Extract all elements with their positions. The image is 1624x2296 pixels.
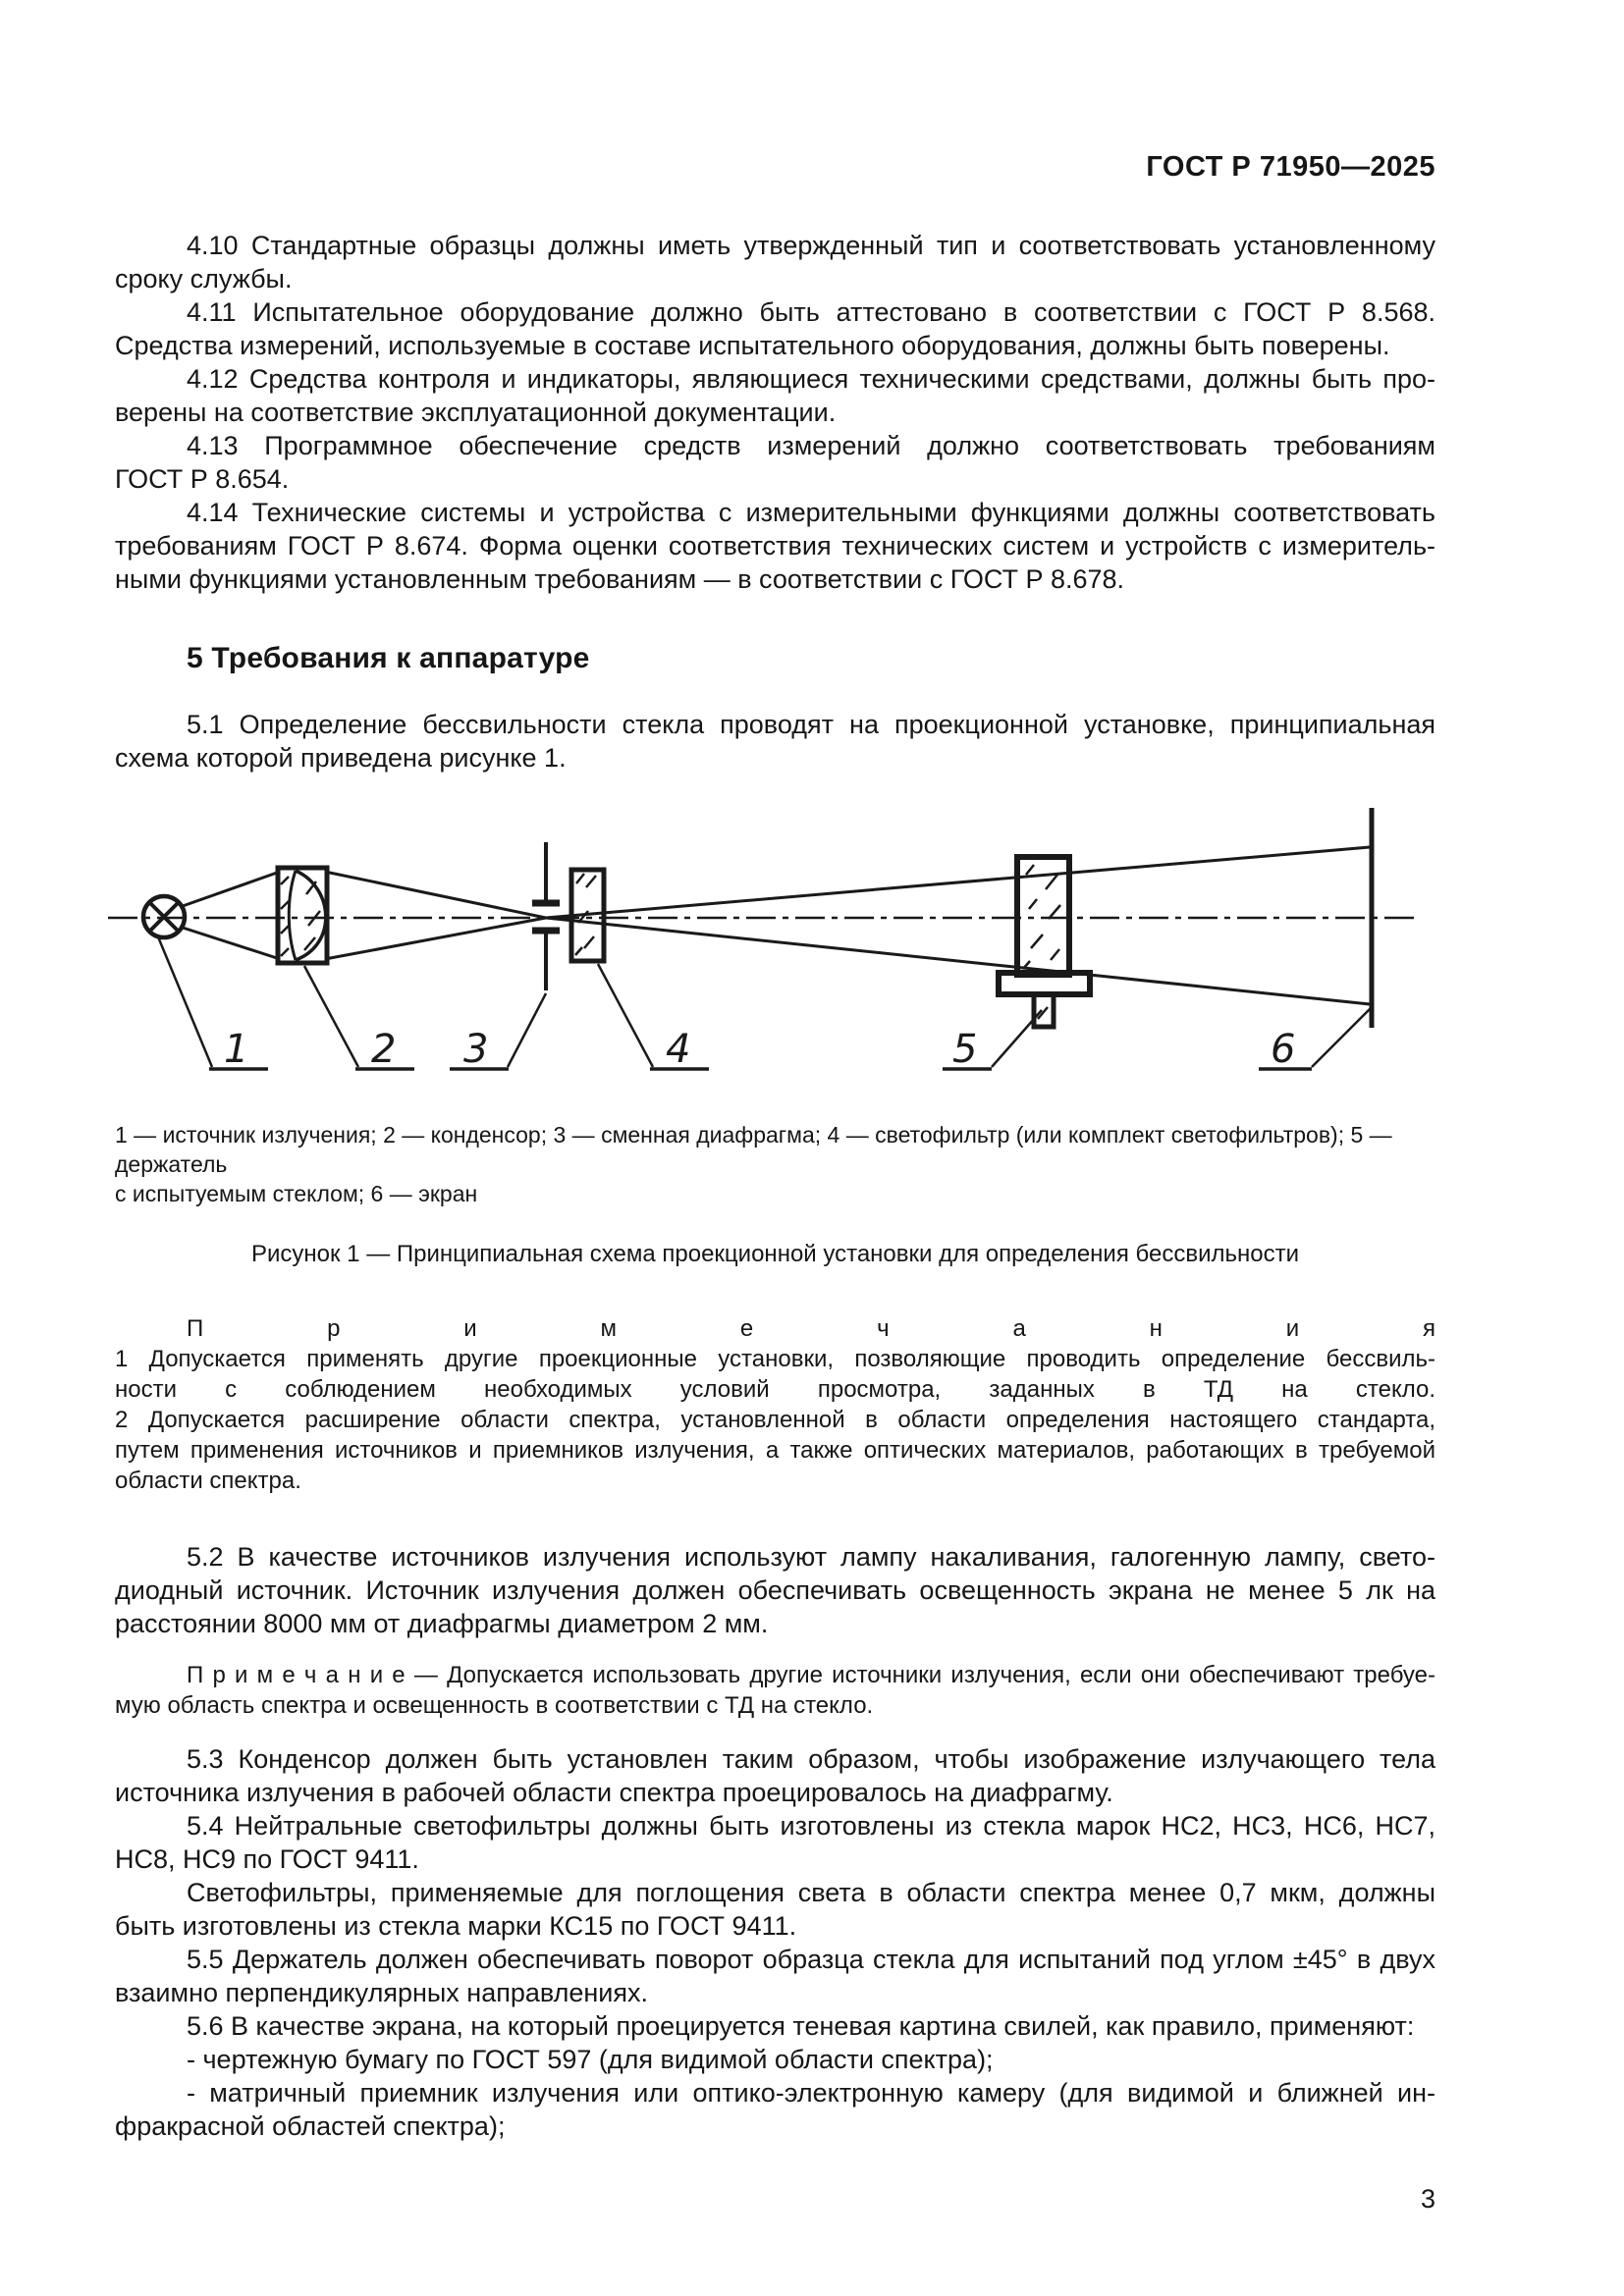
part-label-1: 1: [224, 1027, 249, 1072]
paragraph-5-4b: [115, 1876, 1435, 1943]
text-line: путем применения источников и приемников излучения, а также оптических материалов, работающих в требуемой: [115, 1437, 1435, 1464]
text-line: сроку службы.: [115, 264, 293, 294]
paragraph-5-5: [115, 1943, 1435, 2009]
figure-1-diagram: [88, 801, 1443, 1095]
note-5-2: [115, 1660, 1435, 1721]
text-line: - чертежную бумагу по ГОСТ 597 (для видимой области спектра);: [187, 2045, 994, 2074]
text-line: ности с соблюдением необходимых условий просмотра, заданных в ТД на стекло.: [115, 1376, 1435, 1403]
figure-legend-line-1: 1 — источник излучения; 2 — конденсор; 3 — сменная диафрагма; 4 — светофильтр (или комплект светофильтров); 5 — держатель: [115, 1122, 1392, 1177]
text-line: 5.6 В качестве экрана, на который проецируется теневая картина свилей, как правило, применяют:: [187, 2011, 1415, 2041]
text-line: Светофильтры, применяемые для поглощения света в области спектра менее 0,7 мкм, должны: [187, 1878, 1435, 1907]
text-line: НС8, НС9 по ГОСТ 9411.: [115, 1844, 419, 1874]
figure-legend-line-2: с испытуемым стеклом; 6 — экран: [115, 1181, 478, 1206]
text-line: ГОСТ Р 8.654.: [115, 464, 290, 494]
part-label-3: 3: [463, 1027, 489, 1072]
part-label-2: 2: [371, 1027, 397, 1072]
paragraph-5-2: [115, 1540, 1435, 1640]
text-line: требованиям ГОСТ Р 8.674. Форма оценки соответствия технических систем и устройств с измеритель-: [115, 531, 1435, 561]
text-line: источника излучения в рабочей области спектра проецировалось на диафрагму.: [115, 1778, 1113, 1807]
text-line: 4.10 Стандартные образцы должны иметь утвержденный тип и соответствовать установленному: [187, 231, 1435, 260]
text-line: 4.11 Испытательное оборудование должно быть аттестовано в соответствии с ГОСТ Р 8.568.: [187, 297, 1435, 327]
text-line: расстоянии 8000 мм от диафрагмы диаметром 2 мм.: [115, 1609, 769, 1638]
figure-title: Рисунок 1 — Принципиальная схема проекционной установки для определения бессвильности: [251, 1241, 1299, 1267]
text-line: 5.2 В качестве источников излучения используют лампу накаливания, галогенную лампу, свето-: [187, 1542, 1435, 1572]
paragraph-4-10: [115, 229, 1435, 295]
part-label-6: 6: [1271, 1027, 1296, 1072]
text-line: быть изготовлены из стекла марки КС15 по ГОСТ 9411.: [115, 1911, 797, 1941]
paragraph-5-6: [115, 2009, 1435, 2043]
text-line: П р и м е ч а н и е — Допускается использовать другие источники излучения, если они обеспечивают требуе-: [187, 1662, 1435, 1688]
text-line: 5.5 Держатель должен обеспечивать поворот образца стекла для испытаний под углом ±45° в двух: [187, 1945, 1435, 1974]
text-line: 5.4 Нейтральные светофильтры должны быть изготовлены из стекла марок НС2, НС3, НС6, НС7,: [187, 1811, 1435, 1841]
text-line: 2 Допускается расширение области спектра, установленной в области определения настоящего стандарта,: [115, 1407, 1435, 1433]
text-line: схема которой приведена рисунке 1.: [115, 743, 567, 773]
optical-schematic: [88, 801, 1443, 1095]
figure-legend: [115, 1120, 1435, 1208]
list-item-drawing-paper: [115, 2043, 1435, 2076]
text-line: 5.3 Конденсор должен быть установлен таким образом, чтобы изображение излучающего тела: [187, 1744, 1435, 1774]
paragraph-4-13: [115, 429, 1435, 496]
list-item-matrix-receiver: [115, 2076, 1435, 2143]
text-line: 4.13 Программное обеспечение средств измерений должно соответствовать требованиям: [187, 431, 1435, 460]
paragraph-4-14: [115, 496, 1435, 596]
part-label-5: 5: [952, 1027, 978, 1072]
text-column: [115, 229, 1435, 2216]
text-line: взаимно перпендикулярных направлениях.: [115, 1978, 648, 2007]
paragraph-4-12: [115, 362, 1435, 429]
section-5-heading: 5 Требования к аппаратуре: [187, 642, 590, 674]
paragraph-5-1: [115, 708, 1435, 774]
text-line: диодный источник. Источник излучения должен обеспечивать освещенность экрана не менее 5 лк на: [115, 1575, 1435, 1605]
text-line: фракрасной областей спектра);: [115, 2111, 506, 2141]
text-line: верены на соответствие эксплуатационной документации.: [115, 398, 837, 427]
glass-holder-icon: [999, 857, 1090, 1027]
text-line: Средства измерений, используемые в составе испытательного оборудования, должны быть поверены.: [115, 331, 1390, 360]
text-line: П р и м е ч а н и я: [187, 1315, 1435, 1342]
text-line: 5.1 Определение бессвильности стекла проводят на проекционной установке, принципиальная: [187, 710, 1435, 739]
text-line: мую область спектра и освещенность в соответствии с ТД на стекло.: [115, 1692, 874, 1719]
part-label-4: 4: [666, 1027, 691, 1072]
page-number: 3: [1420, 2184, 1435, 2214]
text-line: 4.12 Средства контроля и индикаторы, являющиеся техническими средствами, должны быть про-: [187, 364, 1435, 394]
light-rays: [183, 847, 1370, 1004]
text-line: 1 Допускается применять другие проекционные установки, позволяющие проводить определение бессвиль-: [115, 1346, 1435, 1372]
text-line: ными функциями установленным требованиям — в соответствии с ГОСТ Р 8.678.: [115, 564, 1125, 594]
paragraph-5-4: [115, 1809, 1435, 1876]
text-line: 4.14 Технические системы и устройства с измерительными функциями должны соответствовать: [187, 498, 1435, 527]
paragraph-5-3: [115, 1742, 1435, 1809]
text-line: области спектра.: [115, 1468, 301, 1494]
paragraph-4-11: [115, 295, 1435, 362]
notes-block: [115, 1313, 1435, 1496]
condenser-icon: [278, 868, 327, 963]
doc-number: ГОСТ Р 71950—2025: [1146, 151, 1435, 183]
text-line: - матричный приемник излучения или оптико-электронную камеру (для видимой и ближней ин-: [187, 2078, 1435, 2108]
